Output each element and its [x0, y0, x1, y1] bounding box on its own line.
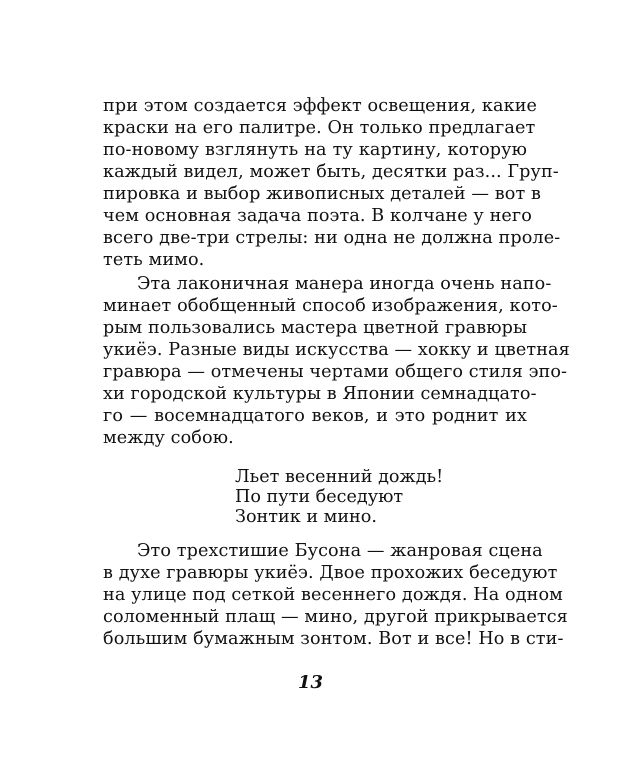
poem-line: По пути беседуют	[235, 487, 404, 507]
text-line: гравюра — отмечены чертами общего стиля эпо-	[103, 362, 568, 382]
text-line: в духе гравюры укиёэ. Двое прохожих беседуют	[103, 563, 558, 583]
text-line: пировка и выбор живописных деталей — вот в	[103, 184, 542, 204]
text-line: всего две-три стрелы: ни одна не должна проле-	[103, 228, 561, 248]
text-line: го — восемнадцатого веков, и это роднит их	[103, 406, 527, 426]
text-line: на улице под сеткой весеннего дождя. На одном	[103, 585, 563, 605]
poem-line: Льет весенний дождь!	[235, 467, 444, 487]
text-line: хи городской культуры в Японии семнадцато-	[103, 384, 537, 404]
text-line: чем основная задача поэта. В колчане у него	[103, 206, 532, 226]
text-line: большим бумажным зонтом. Вот и все! Но в сти-	[103, 629, 564, 649]
text-line: при этом создается эффект освещения, какие	[103, 96, 538, 116]
text-line: теть мимо.	[103, 250, 205, 270]
text-line: Это трехстишие Бусона — жанровая сцена	[137, 541, 543, 561]
poem-line: Зонтик и мино.	[235, 507, 377, 527]
text-line: краски на его палитре. Он только предлагает	[103, 118, 536, 138]
text-line: минает обобщенный способ изображения, кото-	[103, 296, 558, 316]
text-line: рым пользовались мастера цветной гравюры	[103, 318, 528, 338]
text-line: между собою.	[103, 428, 234, 448]
text-line: соломенный плащ — мино, другой прикрывается	[103, 607, 568, 627]
text-line: укиёэ. Разные виды искусства — хокку и цветная	[103, 340, 570, 360]
text-line: по-новому взглянуть на ту картину, которую	[103, 140, 527, 160]
text-line: каждый видел, может быть, десятки раз... Груп-	[103, 162, 559, 182]
page-number: 13	[297, 672, 324, 693]
text-line: Эта лаконичная манера иногда очень напо-	[137, 274, 552, 294]
